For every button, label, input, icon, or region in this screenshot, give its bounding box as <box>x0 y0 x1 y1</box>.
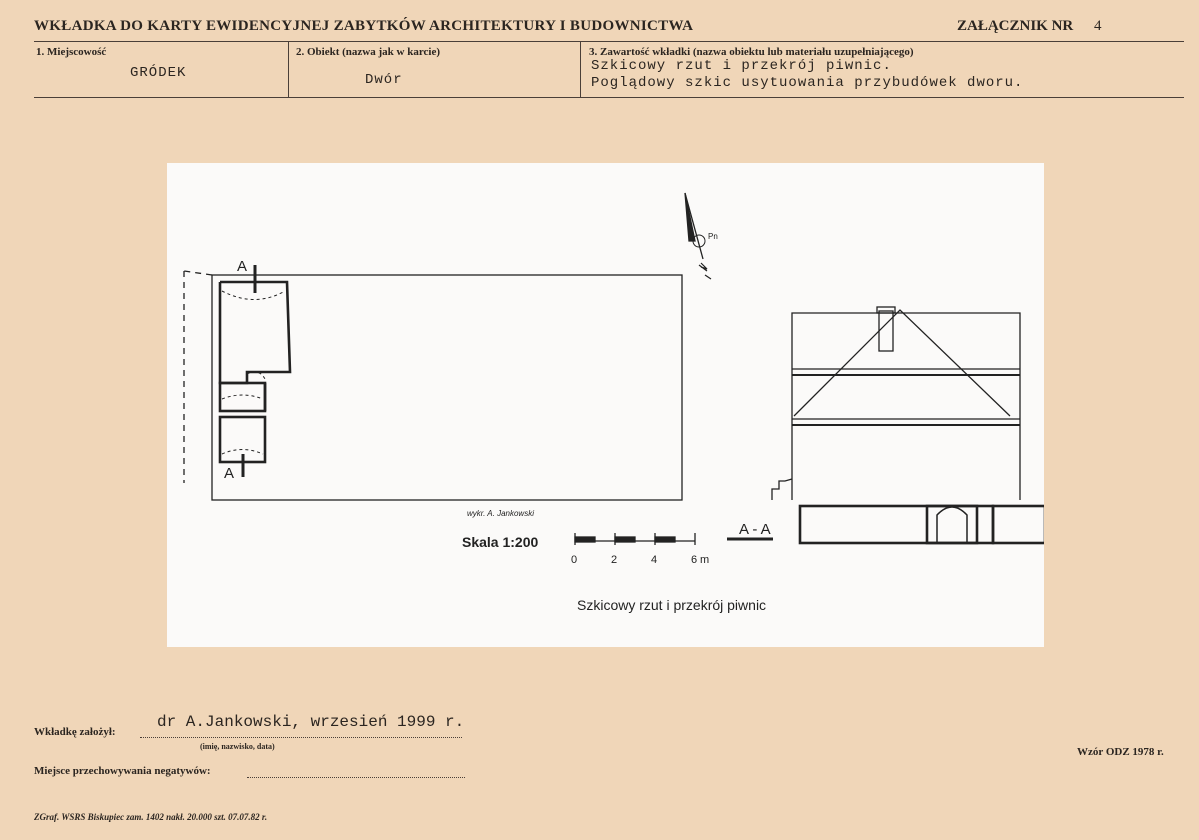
cellar-sketch <box>167 163 1044 647</box>
scale-bar <box>575 533 695 545</box>
storage-label: Miejsce przechowywania negatywów: <box>34 765 211 777</box>
created-by-hint: (imię, nazwisko, data) <box>200 742 275 751</box>
created-by-label: Wkładkę założył: <box>34 726 116 738</box>
contents-line-2: Poglądowy szkic usytuowania przybudówek dworu. <box>591 75 1024 91</box>
contents-line-1: Szkicowy rzut i przekrój piwnic. <box>591 58 892 74</box>
scale-tick-2: 2 <box>611 554 618 566</box>
storage-line <box>247 777 465 778</box>
scale-unit: m <box>700 554 710 566</box>
created-by-line <box>140 737 462 738</box>
sketch-caption: Szkicowy rzut i przekrój piwnic <box>577 597 767 613</box>
created-by-value: dr A.Jankowski, wrzesień 1999 r. <box>157 713 465 731</box>
north-label: Pn <box>708 232 718 241</box>
scale-tick-4: 4 <box>651 554 658 566</box>
object-label: 2. Obiekt (nazwa jak w karcie) <box>296 46 441 58</box>
form-model: Wzór ODZ 1978 r. <box>1077 746 1164 758</box>
section-title: A - A <box>739 521 771 538</box>
contents-label: 3. Zawartość wkładki (nazwa obiektu lub materiału uzupełniającego) <box>589 46 914 58</box>
field-divider-1 <box>288 41 289 97</box>
scale-label: Skala 1:200 <box>462 534 539 550</box>
scale-tick-6: 6 <box>691 554 698 566</box>
fields-bottom-rule <box>34 97 1184 98</box>
place-value: GRÓDEK <box>130 65 187 81</box>
object-value: Dwór <box>365 72 403 88</box>
printer-note: ZGraf. WSRS Biskupiec zam. 1402 nakł. 20.000 szt. 07.07.82 r. <box>34 812 268 822</box>
section-elevation <box>727 307 1044 543</box>
building-outline <box>212 275 682 500</box>
annex-number: 4 <box>1094 18 1102 34</box>
field-divider-2 <box>580 41 581 97</box>
section-marker-bottom: A <box>224 465 235 482</box>
sketch-sheet <box>167 163 1044 647</box>
place-label: 1. Miejscowość <box>36 46 107 58</box>
section-marker-top: A <box>237 258 248 275</box>
header-rule <box>34 41 1184 42</box>
annex-label: ZAŁĄCZNIK NR <box>957 18 1074 34</box>
document-title: WKŁADKA DO KARTY EWIDENCYJNEJ ZABYTKÓW ARCHITEKTURY I BUDOWNICTWA <box>34 18 694 34</box>
sketch-signature: wykr. A. Jankowski <box>467 509 534 518</box>
scale-tick-0: 0 <box>571 554 578 566</box>
